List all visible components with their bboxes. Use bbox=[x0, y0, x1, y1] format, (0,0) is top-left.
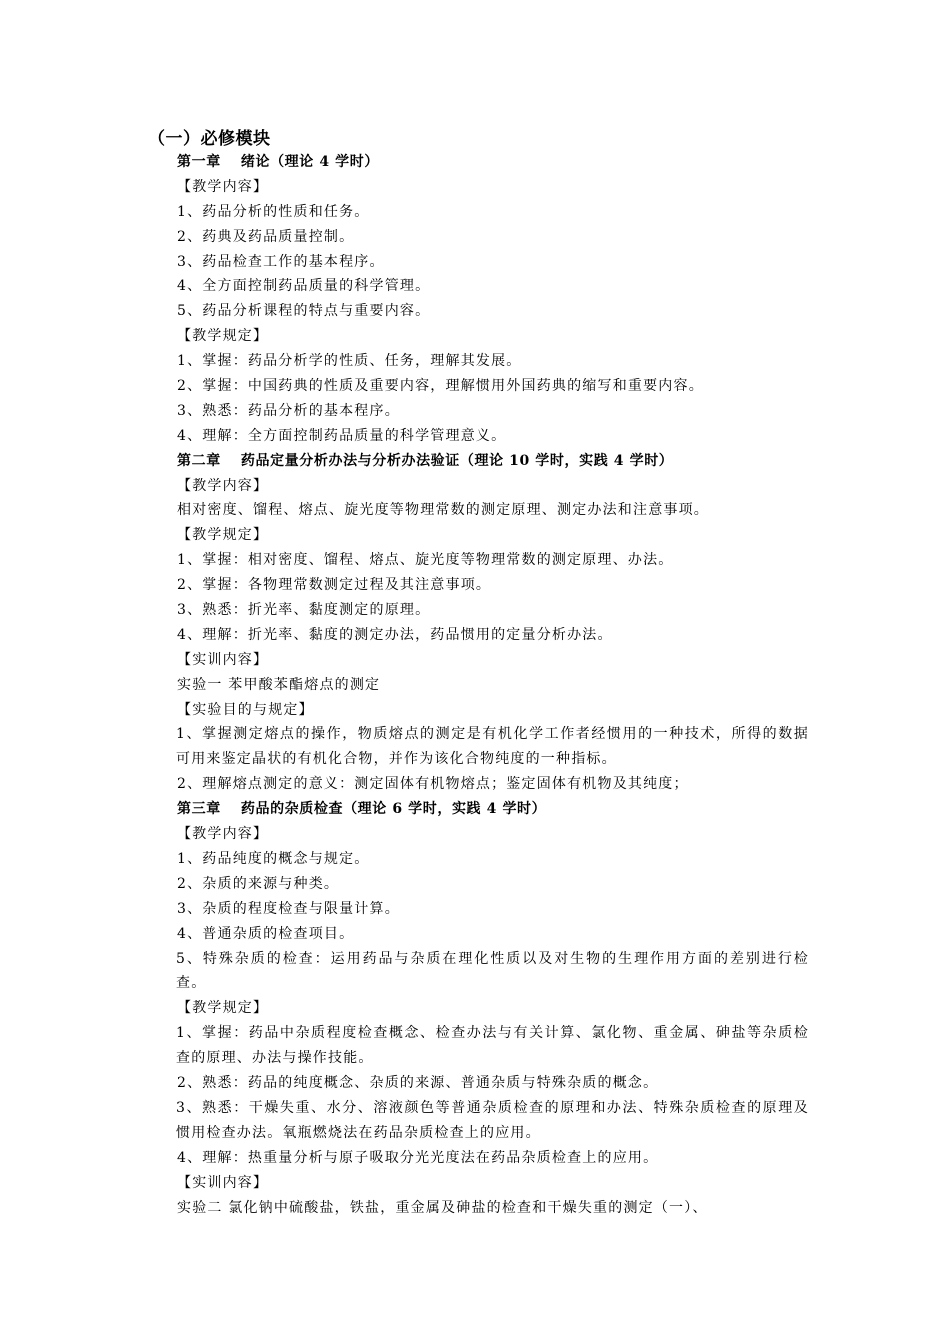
text-line: 【教学内容】 bbox=[177, 826, 269, 843]
text-line: 【实训内容】 bbox=[177, 1174, 269, 1191]
paragraph: 1、掌握测定熔点的操作，物质熔点的测定是有机化学工作者经惯用的一种技术，所得的数据可用来鉴定晶状的有机化合物，并作为该化合物纯度的一种指标。 bbox=[176, 726, 809, 768]
text-line: 【教学规定】 bbox=[177, 1000, 269, 1017]
text-line: 2、杂质的来源与种类。 bbox=[177, 875, 340, 892]
text-line: 1、掌握：相对密度、馏程、熔点、旋光度等物理常数的测定原理、办法。 bbox=[177, 552, 674, 569]
text-line: 3、杂质的程度检查与限量计算。 bbox=[177, 900, 400, 917]
text-line: 相对密度、馏程、熔点、旋光度等物理常数的测定原理、测定办法和注意事项。 bbox=[177, 502, 709, 519]
text-line: 【实训内容】 bbox=[177, 651, 269, 668]
text-line: 2、掌握：各物理常数测定过程及其注意事项。 bbox=[177, 577, 492, 594]
text-line: 4、全方面控制药品质量的科学管理。 bbox=[177, 278, 431, 295]
text-line: 4、理解：热重量分析与原子吸取分光光度法在药品杂质检查上的应用。 bbox=[177, 1149, 659, 1166]
text-line: 实验二 氯化钠中硫酸盐，铁盐，重金属及砷盐的检查和干燥失重的测定（一）、 bbox=[177, 1199, 708, 1216]
text-line: 【教学内容】 bbox=[177, 178, 269, 195]
text-line: 3、熟悉：药品分析的基本程序。 bbox=[177, 402, 400, 419]
text-line: 1、掌握：药品分析学的性质、任务，理解其发展。 bbox=[177, 353, 522, 370]
document-body bbox=[177, 150, 809, 1220]
text-line: 1、药品分析的性质和任务。 bbox=[177, 203, 370, 220]
text-line: 5、药品分析课程的特点与重要内容。 bbox=[177, 303, 431, 320]
chapter-heading: 第二章 药品定量分析办法与分析办法验证（理论 10 学时，实践 4 学时） bbox=[177, 452, 674, 469]
text-line: 【教学规定】 bbox=[177, 527, 269, 544]
paragraph: 5、特殊杂质的检查：运用药品与杂质在理化性质以及对生物的生理作用方面的差别进行检查。 bbox=[176, 950, 809, 992]
chapter-heading: 第三章 药品的杂质检查（理论 6 学时，实践 4 学时） bbox=[177, 801, 547, 818]
paragraph: 1、掌握：药品中杂质程度检查概念、检查办法与有关计算、氯化物、重金属、砷盐等杂质检查的原理、办法与操作技能。 bbox=[176, 1025, 809, 1067]
text-line: 【教学内容】 bbox=[177, 477, 269, 494]
text-line: 2、理解熔点测定的意义：测定固体有机物熔点；鉴定固体有机物及其纯度； bbox=[177, 776, 689, 793]
text-line: 3、药品检查工作的基本程序。 bbox=[177, 253, 385, 270]
text-line: 【教学规定】 bbox=[177, 328, 269, 345]
text-line: 实验一 苯甲酸苯酯熔点的测定 bbox=[177, 676, 381, 693]
text-line: 【实验目的与规定】 bbox=[177, 701, 314, 718]
module-title: （一）必修模块 bbox=[148, 129, 271, 149]
text-line: 4、普通杂质的检查项目。 bbox=[177, 925, 355, 942]
text-line: 4、理解：折光率、黏度的测定办法，药品惯用的定量分析办法。 bbox=[177, 626, 613, 643]
text-line: 2、熟悉：药品的纯度概念、杂质的来源、普通杂质与特殊杂质的概念。 bbox=[177, 1075, 659, 1092]
text-line: 1、药品纯度的概念与规定。 bbox=[177, 850, 370, 867]
text-line: 3、熟悉：折光率、黏度测定的原理。 bbox=[177, 602, 431, 619]
chapter-heading: 第一章 绪论（理论 4 学时） bbox=[177, 154, 379, 170]
text-line: 2、掌握：中国药典的性质及重要内容，理解惯用外国药典的缩写和重要内容。 bbox=[177, 378, 704, 395]
paragraph: 3、熟悉：干燥失重、水分、溶液颜色等普通杂质检查的原理和办法、特殊杂质检查的原理及惯用检查办法。氧瓶燃烧法在药品杂质检查上的应用。 bbox=[176, 1099, 809, 1141]
text-line: 2、药典及药品质量控制。 bbox=[177, 228, 355, 245]
text-line: 4、理解：全方面控制药品质量的科学管理意义。 bbox=[177, 427, 507, 444]
